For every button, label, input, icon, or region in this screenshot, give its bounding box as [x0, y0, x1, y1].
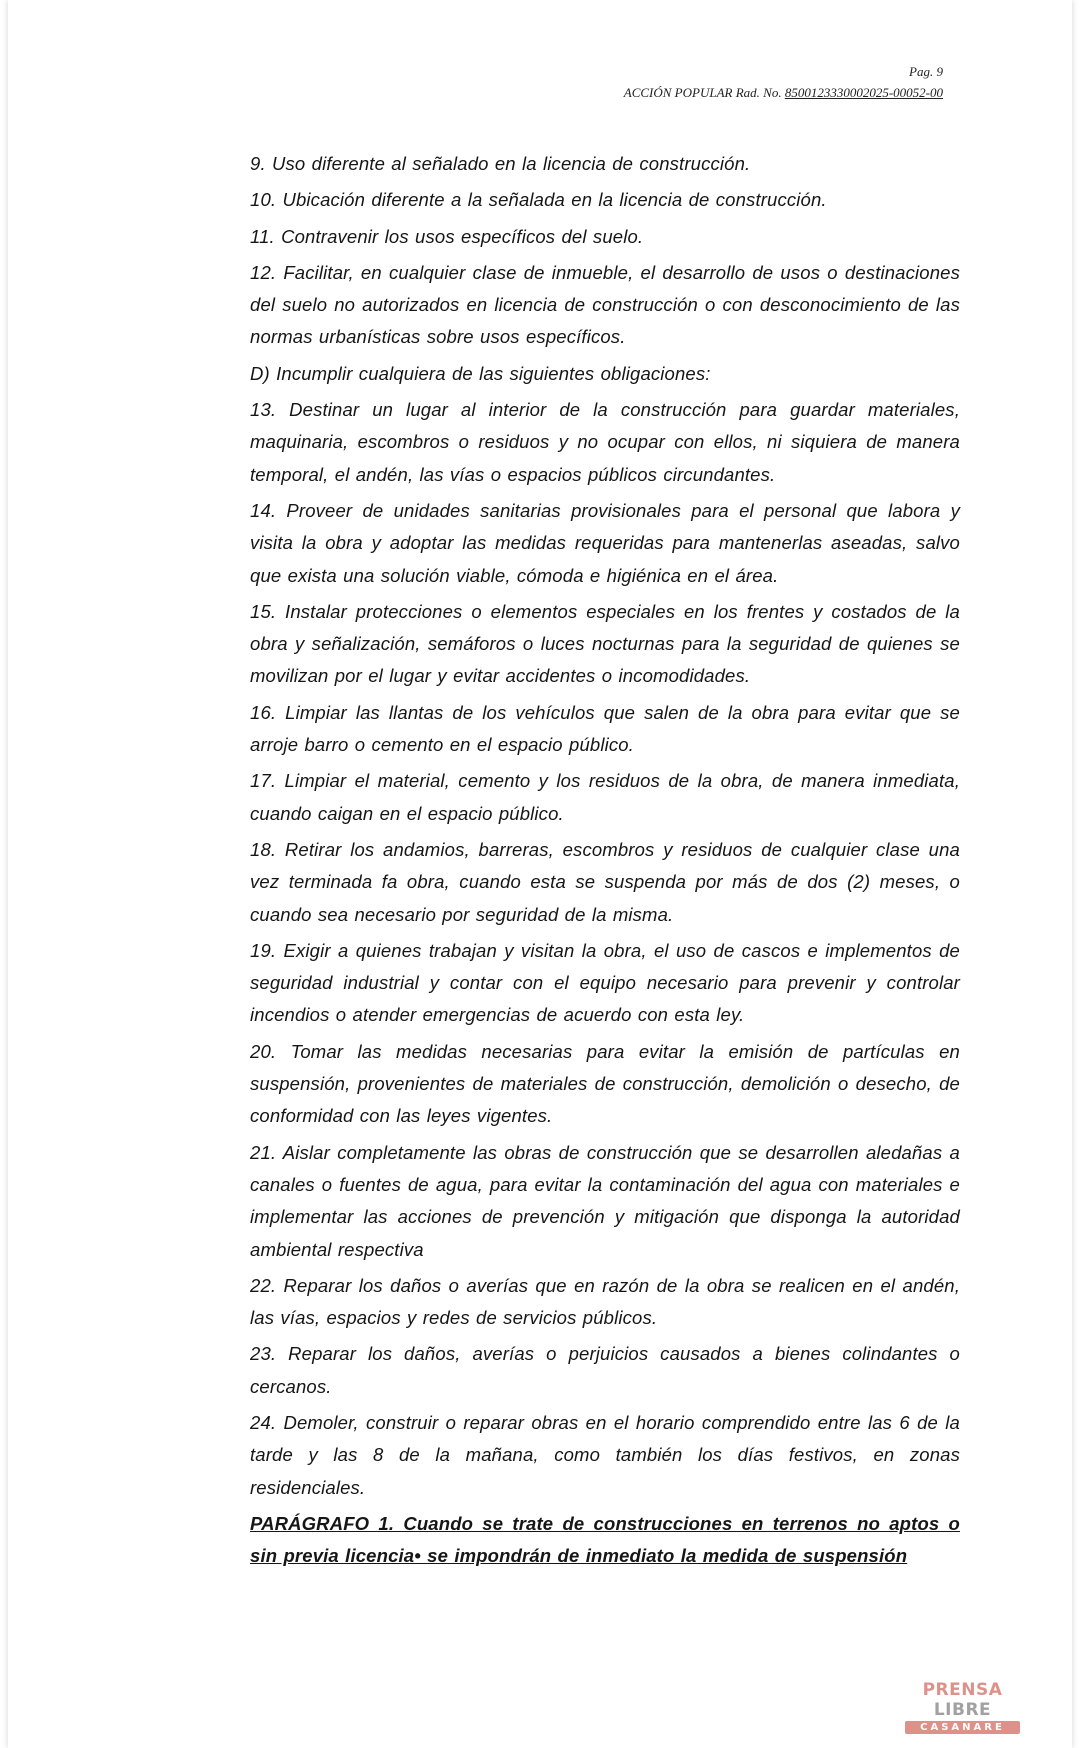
page-number: Pag. 9 — [909, 64, 943, 79]
list-item-11: 11. Contravenir los usos específicos del suelo. — [250, 225, 644, 247]
paragraph-1: PARÁGRAFO 1. Cuando se trate de construcciones en terrenos no aptos o sin previa licencia• se impondrán de inmediato la medida de suspensión — [250, 1512, 960, 1567]
page-header — [624, 64, 943, 102]
watermark-logo — [905, 1680, 1020, 1734]
watermark-title — [905, 1680, 1020, 1720]
document-body — [250, 148, 960, 1572]
list-item-14: 14. Proveer de unidades sanitarias provisionales para el personal que labora y visita la obra y adoptar las medidas requeridas para mantenerlas aseadas, salvo que exista una solución viable, cómoda e higiénica en el área. — [250, 499, 960, 586]
list-item-19: 19. Exigir a quienes trabajan y visitan la obra, el uso de cascos e implementos de seguridad industrial y contar con el equipo necesario para prevenir y controlar incendios o atender emergencias de acuerdo con esta ley. — [250, 939, 960, 1026]
list-item-24: 24. Demoler, construir o reparar obras en el horario comprendido entre las 6 de la tarde y las 8 de la mañana, como también los días festivos, en zonas residenciales. — [250, 1411, 960, 1498]
list-item-18: 18. Retirar los andamios, barreras, escombros y residuos de cualquier clase una vez terminada fa obra, cuando esta se suspenda por más de dos (2) meses, o cuando sea necesario por seguridad de la misma. — [250, 838, 960, 925]
case-reference-prefix: ACCIÓN POPULAR Rad. No. — [623, 85, 785, 100]
watermark-subtitle: CASANARE — [905, 1721, 1020, 1734]
list-item-12: 12. Facilitar, en cualquier clase de inmueble, el desarrollo de usos o destinaciones del suelo no autorizados en licencia de construcción o con desconocimiento de las normas urbanísticas sobre usos específicos. — [250, 261, 960, 348]
list-item-13: 13. Destinar un lugar al interior de la construcción para guardar materiales, maquinaria, escombros o residuos y no ocupar con ellos, ni siquiera de manera temporal, el andén, las vías o espacios públicos circundantes. — [250, 399, 960, 485]
list-item-10: 10. Ubicación diferente a la señalada en la licencia de construcción. — [250, 189, 827, 211]
list-item-16: 16. Limpiar las llantas de los vehículos que salen de la obra para evitar que se arroje barro o cemento en el espacio público. — [250, 701, 960, 756]
document-page — [8, 0, 1072, 1748]
list-item-22: 22. Reparar los daños o averías que en razón de la obra se realicen en el andén, las vías, espacios y redes de servicios públicos. — [250, 1274, 960, 1329]
section-heading-d: D) Incumplir cualquiera de las siguientes obligaciones: — [250, 362, 711, 384]
list-item-15: 15. Instalar protecciones o elementos especiales en los frentes y costados de la obra y señalización, semáforos o luces nocturnas para la seguridad de quienes se movilizan por el lugar y evitar accidentes o incomodidades. — [250, 600, 960, 687]
list-item-23: 23. Reparar los daños, averías o perjuicios causados a bienes colindantes o cercanos. — [250, 1343, 960, 1397]
watermark-word-libre: LIBRE — [933, 1700, 992, 1720]
watermark-word-prensa: PRENSA — [922, 1680, 1003, 1700]
list-item-17: 17. Limpiar el material, cemento y los residuos de la obra, de manera inmediata, cuando caigan en el espacio público. — [250, 770, 960, 824]
list-item-21: 21. Aislar completamente las obras de construcción que se desarrollen aledañas a canales o fuentes de agua, para evitar la contaminación del agua con materiales e implementar las acciones de prevención y mitigación que disponga la autoridad ambiental respectiva — [250, 1141, 960, 1260]
list-item-20: 20. Tomar las medidas necesarias para evitar la emisión de partículas en suspensión, provenientes de materiales de construcción, demolición o desecho, de conformidad con las leyes vigentes. — [250, 1040, 960, 1127]
list-item-9: 9. Uso diferente al señalado en la licencia de construcción. — [250, 153, 751, 174]
case-reference — [624, 84, 943, 102]
case-number: 8500123330002025-00052-00 — [784, 85, 943, 100]
